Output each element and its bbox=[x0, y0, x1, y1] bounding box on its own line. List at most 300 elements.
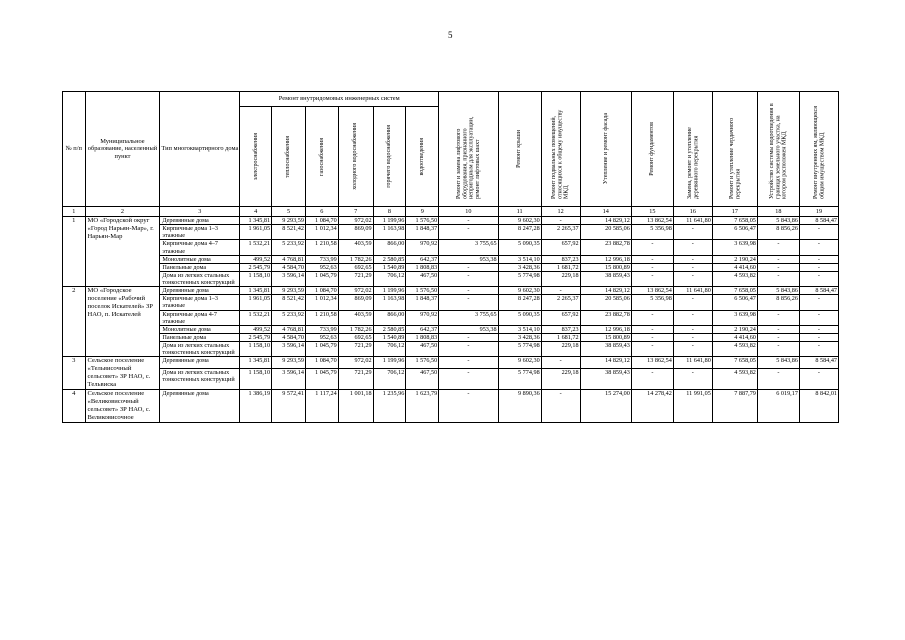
table-row bbox=[63, 217, 839, 225]
municipality-cell: МО «Городское поселение «Рабочий поселок Искателей» ЗР НАО, п. Искателей bbox=[85, 287, 160, 357]
value-cell: - bbox=[799, 295, 838, 310]
value-cell: 14 829,12 bbox=[580, 217, 631, 225]
value-cell: 1 158,10 bbox=[240, 271, 272, 286]
value-cell: 23 882,78 bbox=[580, 310, 631, 325]
column-number: 5 bbox=[272, 207, 306, 217]
value-cell: 467,50 bbox=[406, 271, 439, 286]
value-cell: 7 658,05 bbox=[712, 217, 757, 225]
value-cell: 5 774,98 bbox=[498, 342, 541, 357]
value-cell: - bbox=[799, 263, 838, 271]
value-cell: 4 593,82 bbox=[712, 368, 757, 389]
row-number: 1 bbox=[63, 217, 86, 287]
header-sub-drainage: водоотведения bbox=[419, 137, 426, 176]
row-number: 4 bbox=[63, 389, 86, 422]
value-cell: 9 293,59 bbox=[272, 217, 306, 225]
value-cell: - bbox=[439, 333, 498, 341]
table-row bbox=[63, 287, 839, 295]
value-cell: 3 639,98 bbox=[712, 310, 757, 325]
value-cell: 837,23 bbox=[541, 325, 580, 333]
value-cell: 1 117,24 bbox=[305, 389, 338, 422]
value-cell: 2 545,79 bbox=[240, 263, 272, 271]
value-cell: 1 045,79 bbox=[305, 271, 338, 286]
header-house-type: Тип многоквартирного дома bbox=[160, 92, 240, 207]
value-cell: 837,23 bbox=[541, 255, 580, 263]
header-col-18: Устройство системы водоотведения в границах земельного участка, на котором расположен МКД bbox=[768, 103, 788, 199]
value-cell: 3 428,36 bbox=[498, 333, 541, 341]
value-cell: 952,63 bbox=[305, 333, 338, 341]
column-number: 8 bbox=[373, 207, 406, 217]
value-cell: 4 414,60 bbox=[712, 263, 757, 271]
table-row bbox=[63, 295, 839, 310]
value-cell: 5 843,86 bbox=[757, 217, 799, 225]
value-cell: 8 584,47 bbox=[799, 217, 838, 225]
value-cell: 2 190,24 bbox=[712, 325, 757, 333]
value-cell: 12 996,18 bbox=[580, 325, 631, 333]
row-number: 2 bbox=[63, 287, 86, 357]
value-cell: 12 996,18 bbox=[580, 255, 631, 263]
value-cell: 4 768,81 bbox=[272, 255, 306, 263]
value-cell: - bbox=[439, 357, 498, 368]
house-type-cell: Деревянные дома bbox=[160, 217, 240, 225]
value-cell: - bbox=[799, 310, 838, 325]
value-cell: 2 580,85 bbox=[373, 255, 406, 263]
value-cell: - bbox=[541, 287, 580, 295]
value-cell: - bbox=[757, 333, 799, 341]
value-cell: 4 768,81 bbox=[272, 325, 306, 333]
value-cell: 1 540,89 bbox=[373, 263, 406, 271]
value-cell: - bbox=[673, 333, 712, 341]
value-cell: - bbox=[631, 368, 673, 389]
value-cell: 3 639,98 bbox=[712, 240, 757, 255]
value-cell: - bbox=[673, 310, 712, 325]
value-cell: 1 532,21 bbox=[240, 240, 272, 255]
house-type-cell: Кирпичные дома 1–3 этажные bbox=[160, 225, 240, 240]
value-cell: 5 843,86 bbox=[757, 357, 799, 368]
value-cell: 869,09 bbox=[338, 295, 373, 310]
column-number: 17 bbox=[712, 207, 757, 217]
value-cell: 1 084,70 bbox=[305, 217, 338, 225]
value-cell: 5 233,92 bbox=[272, 310, 306, 325]
value-cell: - bbox=[439, 263, 498, 271]
value-cell: 5 090,35 bbox=[498, 310, 541, 325]
value-cell: - bbox=[673, 325, 712, 333]
column-number: 9 bbox=[406, 207, 439, 217]
value-cell: 1 163,98 bbox=[373, 295, 406, 310]
value-cell: 499,52 bbox=[240, 255, 272, 263]
value-cell: 1 782,26 bbox=[338, 325, 373, 333]
header-col-11: Ремонт крыши bbox=[516, 130, 523, 168]
value-cell: 1 045,79 bbox=[305, 342, 338, 357]
value-cell: 11 641,80 bbox=[673, 287, 712, 295]
value-cell: 4 593,82 bbox=[712, 342, 757, 357]
value-cell: 1 681,72 bbox=[541, 263, 580, 271]
header-col-16: Замена, ремонт и утепление деревянного перекрытия bbox=[686, 127, 699, 199]
value-cell: - bbox=[439, 295, 498, 310]
column-number: 10 bbox=[439, 207, 498, 217]
value-cell: 9 602,30 bbox=[498, 357, 541, 368]
value-cell: - bbox=[631, 342, 673, 357]
value-cell: 9 293,59 bbox=[272, 357, 306, 368]
value-cell: 403,59 bbox=[338, 240, 373, 255]
value-cell: 642,37 bbox=[406, 255, 439, 263]
value-cell: - bbox=[631, 310, 673, 325]
value-cell: 721,29 bbox=[338, 271, 373, 286]
value-cell: 866,00 bbox=[373, 240, 406, 255]
value-cell: - bbox=[439, 368, 498, 389]
value-cell: 1 345,81 bbox=[240, 287, 272, 295]
value-cell: 3 755,65 bbox=[439, 310, 498, 325]
value-cell: 11 991,05 bbox=[673, 389, 712, 422]
value-cell: 1 199,96 bbox=[373, 217, 406, 225]
column-number-row bbox=[63, 207, 839, 217]
house-type-cell: Кирпичные дома 4-7 этажные bbox=[160, 310, 240, 325]
value-cell: 14 829,12 bbox=[580, 287, 631, 295]
value-cell: 721,29 bbox=[338, 342, 373, 357]
municipality-cell: Сельское поселение «Великовисочный сельсовет» ЗР НАО, с. Великовисочное bbox=[85, 389, 160, 422]
value-cell: 1 210,58 bbox=[305, 310, 338, 325]
value-cell: 3 514,10 bbox=[498, 325, 541, 333]
value-cell: - bbox=[799, 255, 838, 263]
column-number: 2 bbox=[85, 207, 160, 217]
value-cell: 953,38 bbox=[439, 325, 498, 333]
value-cell: - bbox=[757, 325, 799, 333]
value-cell: 733,99 bbox=[305, 255, 338, 263]
header-sub-electric: электроснабжения bbox=[252, 132, 259, 181]
house-type-cell: Кирпичные дома 4–7 этажные bbox=[160, 240, 240, 255]
value-cell: 1 961,05 bbox=[240, 295, 272, 310]
value-cell: 467,50 bbox=[406, 342, 439, 357]
table-row bbox=[63, 357, 839, 368]
value-cell: - bbox=[673, 271, 712, 286]
value-cell: 1 158,10 bbox=[240, 342, 272, 357]
value-cell: 11 641,80 bbox=[673, 217, 712, 225]
value-cell: 1 012,34 bbox=[305, 225, 338, 240]
value-cell: - bbox=[673, 295, 712, 310]
cost-table bbox=[62, 91, 839, 423]
value-cell: 706,12 bbox=[373, 271, 406, 286]
value-cell: 5 356,98 bbox=[631, 225, 673, 240]
header-col-15: Ремонт фундаментов bbox=[649, 122, 656, 176]
value-cell: - bbox=[799, 325, 838, 333]
value-cell: - bbox=[673, 240, 712, 255]
row-number: 3 bbox=[63, 357, 86, 390]
header-sub-gas: газоснабжения bbox=[318, 137, 325, 176]
value-cell: 1 235,96 bbox=[373, 389, 406, 422]
value-cell: 3 596,14 bbox=[272, 271, 306, 286]
value-cell: 1 576,50 bbox=[406, 357, 439, 368]
value-cell: 403,59 bbox=[338, 310, 373, 325]
value-cell: 1 163,98 bbox=[373, 225, 406, 240]
house-type-cell: Дома из легких стальных тонкостенных конструкций bbox=[160, 271, 240, 286]
value-cell: - bbox=[673, 225, 712, 240]
value-cell: - bbox=[799, 333, 838, 341]
value-cell: 2 265,37 bbox=[541, 295, 580, 310]
value-cell: 2 545,79 bbox=[240, 333, 272, 341]
value-cell: - bbox=[439, 225, 498, 240]
house-type-cell: Дома из легких стальных тонкостенных конструкций bbox=[160, 368, 240, 389]
header-no: № п/п bbox=[63, 92, 86, 207]
value-cell: 970,92 bbox=[406, 240, 439, 255]
value-cell: - bbox=[757, 342, 799, 357]
column-number: 6 bbox=[305, 207, 338, 217]
value-cell: 8 521,42 bbox=[272, 225, 306, 240]
value-cell: 1 540,89 bbox=[373, 333, 406, 341]
value-cell: - bbox=[757, 368, 799, 389]
value-cell: - bbox=[673, 342, 712, 357]
column-number: 19 bbox=[799, 207, 838, 217]
value-cell: 5 774,98 bbox=[498, 368, 541, 389]
value-cell: 692,65 bbox=[338, 333, 373, 341]
value-cell: - bbox=[673, 255, 712, 263]
value-cell: 733,99 bbox=[305, 325, 338, 333]
value-cell: 15 800,89 bbox=[580, 263, 631, 271]
value-cell: 13 862,54 bbox=[631, 287, 673, 295]
value-cell: 15 800,89 bbox=[580, 333, 631, 341]
value-cell: - bbox=[757, 240, 799, 255]
value-cell: 1 782,26 bbox=[338, 255, 373, 263]
column-number: 14 bbox=[580, 207, 631, 217]
value-cell: 1 045,79 bbox=[305, 368, 338, 389]
value-cell: 8 247,28 bbox=[498, 295, 541, 310]
value-cell: 38 859,43 bbox=[580, 368, 631, 389]
value-cell: - bbox=[439, 217, 498, 225]
value-cell: - bbox=[439, 271, 498, 286]
value-cell: 1 681,72 bbox=[541, 333, 580, 341]
value-cell: 1 084,70 bbox=[305, 287, 338, 295]
value-cell: 657,92 bbox=[541, 310, 580, 325]
table-row bbox=[63, 263, 839, 271]
value-cell: 229,18 bbox=[541, 342, 580, 357]
value-cell: 1 210,58 bbox=[305, 240, 338, 255]
value-cell: - bbox=[631, 263, 673, 271]
header-col-17: Ремонт и утепление чердачного перекрытия bbox=[728, 117, 741, 199]
value-cell: 8 247,28 bbox=[498, 225, 541, 240]
value-cell: 5 090,35 bbox=[498, 240, 541, 255]
value-cell: - bbox=[673, 263, 712, 271]
value-cell: 657,92 bbox=[541, 240, 580, 255]
value-cell: 15 274,00 bbox=[580, 389, 631, 422]
value-cell: 23 882,78 bbox=[580, 240, 631, 255]
municipality-cell: Сельское поселение «Тельвисочный сельсовет» ЗР НАО, с. Тельвиска bbox=[85, 357, 160, 390]
value-cell: 467,50 bbox=[406, 368, 439, 389]
value-cell: 4 414,60 bbox=[712, 333, 757, 341]
value-cell: 1 532,21 bbox=[240, 310, 272, 325]
header-sub-hot-water: горячего водоснабжения bbox=[386, 125, 393, 188]
value-cell: 8 842,01 bbox=[799, 389, 838, 422]
header-col-19: Ремонт внутренних ям, являющихся общим имуществом МКД bbox=[812, 106, 825, 199]
value-cell: 8 584,47 bbox=[799, 357, 838, 368]
value-cell: 1 961,05 bbox=[240, 225, 272, 240]
column-number: 18 bbox=[757, 207, 799, 217]
value-cell: 972,02 bbox=[338, 357, 373, 368]
header-municipality: Муниципальное образование, населенный пункт bbox=[85, 92, 160, 207]
value-cell: 4 584,70 bbox=[272, 263, 306, 271]
value-cell: - bbox=[757, 255, 799, 263]
value-cell: 3 514,10 bbox=[498, 255, 541, 263]
value-cell: 1 808,83 bbox=[406, 263, 439, 271]
value-cell: - bbox=[631, 255, 673, 263]
value-cell: - bbox=[439, 389, 498, 422]
house-type-cell: Деревянные дома bbox=[160, 357, 240, 368]
page-number: 5 bbox=[448, 30, 453, 40]
header-col-12: Ремонт подвальных помещений, относящихся к общему имуществу МКД bbox=[551, 109, 570, 199]
house-type-cell: Панельные дома bbox=[160, 333, 240, 341]
value-cell: - bbox=[439, 342, 498, 357]
column-number: 16 bbox=[673, 207, 712, 217]
value-cell: 8 521,42 bbox=[272, 295, 306, 310]
value-cell: 1 623,79 bbox=[406, 389, 439, 422]
value-cell: 9 572,41 bbox=[272, 389, 306, 422]
value-cell: - bbox=[673, 368, 712, 389]
column-number: 1 bbox=[63, 207, 86, 217]
value-cell: 952,63 bbox=[305, 263, 338, 271]
value-cell: 1 084,70 bbox=[305, 357, 338, 368]
value-cell: 1 386,19 bbox=[240, 389, 272, 422]
house-type-cell: Панельные дома bbox=[160, 263, 240, 271]
value-cell: 5 774,98 bbox=[498, 271, 541, 286]
value-cell: 20 585,06 bbox=[580, 225, 631, 240]
value-cell: 499,52 bbox=[240, 325, 272, 333]
value-cell: 14 278,42 bbox=[631, 389, 673, 422]
header-col-14: Утепление и ремонт фасада bbox=[602, 113, 609, 185]
column-number: 12 bbox=[541, 207, 580, 217]
value-cell: 9 602,30 bbox=[498, 217, 541, 225]
table-row bbox=[63, 325, 839, 333]
value-cell: 1 012,34 bbox=[305, 295, 338, 310]
column-number: 15 bbox=[631, 207, 673, 217]
value-cell: - bbox=[541, 389, 580, 422]
column-number: 4 bbox=[240, 207, 272, 217]
value-cell: 1 576,50 bbox=[406, 287, 439, 295]
column-number: 11 bbox=[498, 207, 541, 217]
value-cell: 706,12 bbox=[373, 342, 406, 357]
value-cell: 866,00 bbox=[373, 310, 406, 325]
value-cell: - bbox=[799, 368, 838, 389]
value-cell: 1 808,83 bbox=[406, 333, 439, 341]
table-row bbox=[63, 333, 839, 341]
value-cell: - bbox=[541, 357, 580, 368]
value-cell: - bbox=[439, 287, 498, 295]
value-cell: - bbox=[799, 271, 838, 286]
header-sub-heating: теплоснабжения bbox=[285, 135, 292, 178]
value-cell: 6 506,47 bbox=[712, 225, 757, 240]
value-cell: 3 755,65 bbox=[439, 240, 498, 255]
value-cell: 4 584,70 bbox=[272, 333, 306, 341]
value-cell: 3 596,14 bbox=[272, 342, 306, 357]
municipality-cell: МО «Городской округ «Город Нарьян-Мар», г. Нарьян-Мар bbox=[85, 217, 160, 287]
value-cell: 7 887,79 bbox=[712, 389, 757, 422]
value-cell: - bbox=[757, 271, 799, 286]
value-cell: 2 580,85 bbox=[373, 325, 406, 333]
table-row bbox=[63, 310, 839, 325]
value-cell: 3 596,14 bbox=[272, 368, 306, 389]
value-cell: 7 658,05 bbox=[712, 287, 757, 295]
value-cell: 9 602,30 bbox=[498, 287, 541, 295]
value-cell: 14 829,12 bbox=[580, 357, 631, 368]
house-type-cell: Монолитные дома bbox=[160, 325, 240, 333]
value-cell: 8 856,26 bbox=[757, 225, 799, 240]
value-cell: 1 848,37 bbox=[406, 295, 439, 310]
value-cell: 5 233,92 bbox=[272, 240, 306, 255]
value-cell: 1 199,96 bbox=[373, 287, 406, 295]
house-type-cell: Монолитные дома bbox=[160, 255, 240, 263]
value-cell: - bbox=[799, 342, 838, 357]
value-cell: 1 158,10 bbox=[240, 368, 272, 389]
value-cell: 6 019,17 bbox=[757, 389, 799, 422]
value-cell: - bbox=[631, 240, 673, 255]
value-cell: 953,38 bbox=[439, 255, 498, 263]
value-cell: - bbox=[757, 310, 799, 325]
value-cell: - bbox=[757, 263, 799, 271]
house-type-cell: Деревянные дома bbox=[160, 287, 240, 295]
value-cell: 5 356,98 bbox=[631, 295, 673, 310]
table-row bbox=[63, 368, 839, 389]
value-cell: 1 199,96 bbox=[373, 357, 406, 368]
value-cell: 9 293,59 bbox=[272, 287, 306, 295]
header-group: Ремонт внутридомовых инженерных систем bbox=[240, 92, 439, 107]
header-col-10: Ремонт и замена лифтового оборудования, признанного непригодным для эксплуатации, ремонт лифтовых шахт bbox=[455, 116, 481, 199]
value-cell: 229,18 bbox=[541, 271, 580, 286]
value-cell: 8 584,47 bbox=[799, 287, 838, 295]
house-type-cell: Кирпичные дома 1–3 этажные bbox=[160, 295, 240, 310]
header-sub-cold-water: холодного водоснабжения bbox=[352, 123, 359, 190]
house-type-cell: Дома из легких стальных тонкостенных конструкций bbox=[160, 342, 240, 357]
table-row bbox=[63, 225, 839, 240]
value-cell: 1 345,81 bbox=[240, 357, 272, 368]
column-number: 7 bbox=[338, 207, 373, 217]
value-cell: 2 190,24 bbox=[712, 255, 757, 263]
table-row bbox=[63, 255, 839, 263]
value-cell: - bbox=[799, 240, 838, 255]
value-cell: - bbox=[631, 325, 673, 333]
value-cell: 970,92 bbox=[406, 310, 439, 325]
value-cell: 972,02 bbox=[338, 217, 373, 225]
value-cell: 13 862,54 bbox=[631, 217, 673, 225]
value-cell: - bbox=[631, 271, 673, 286]
table-row bbox=[63, 240, 839, 255]
value-cell: 38 859,43 bbox=[580, 342, 631, 357]
value-cell: 6 506,47 bbox=[712, 295, 757, 310]
value-cell: 2 265,37 bbox=[541, 225, 580, 240]
value-cell: - bbox=[799, 225, 838, 240]
value-cell: 8 856,26 bbox=[757, 295, 799, 310]
table-row bbox=[63, 342, 839, 357]
value-cell: 869,09 bbox=[338, 225, 373, 240]
table-row bbox=[63, 271, 839, 286]
value-cell: 1 001,18 bbox=[338, 389, 373, 422]
value-cell: - bbox=[631, 333, 673, 341]
value-cell: 5 843,86 bbox=[757, 287, 799, 295]
value-cell: 642,37 bbox=[406, 325, 439, 333]
house-type-cell: Деревянные дома bbox=[160, 389, 240, 422]
value-cell: 1 848,37 bbox=[406, 225, 439, 240]
value-cell: 7 658,05 bbox=[712, 357, 757, 368]
value-cell: 972,02 bbox=[338, 287, 373, 295]
value-cell: 229,18 bbox=[541, 368, 580, 389]
value-cell: 13 862,54 bbox=[631, 357, 673, 368]
value-cell: 38 859,43 bbox=[580, 271, 631, 286]
value-cell: 20 585,06 bbox=[580, 295, 631, 310]
value-cell: 11 641,80 bbox=[673, 357, 712, 368]
value-cell: 692,65 bbox=[338, 263, 373, 271]
value-cell: - bbox=[541, 217, 580, 225]
value-cell: 721,29 bbox=[338, 368, 373, 389]
value-cell: 1 576,50 bbox=[406, 217, 439, 225]
value-cell: 3 428,36 bbox=[498, 263, 541, 271]
table-row bbox=[63, 389, 839, 422]
value-cell: 706,12 bbox=[373, 368, 406, 389]
value-cell: 1 345,81 bbox=[240, 217, 272, 225]
